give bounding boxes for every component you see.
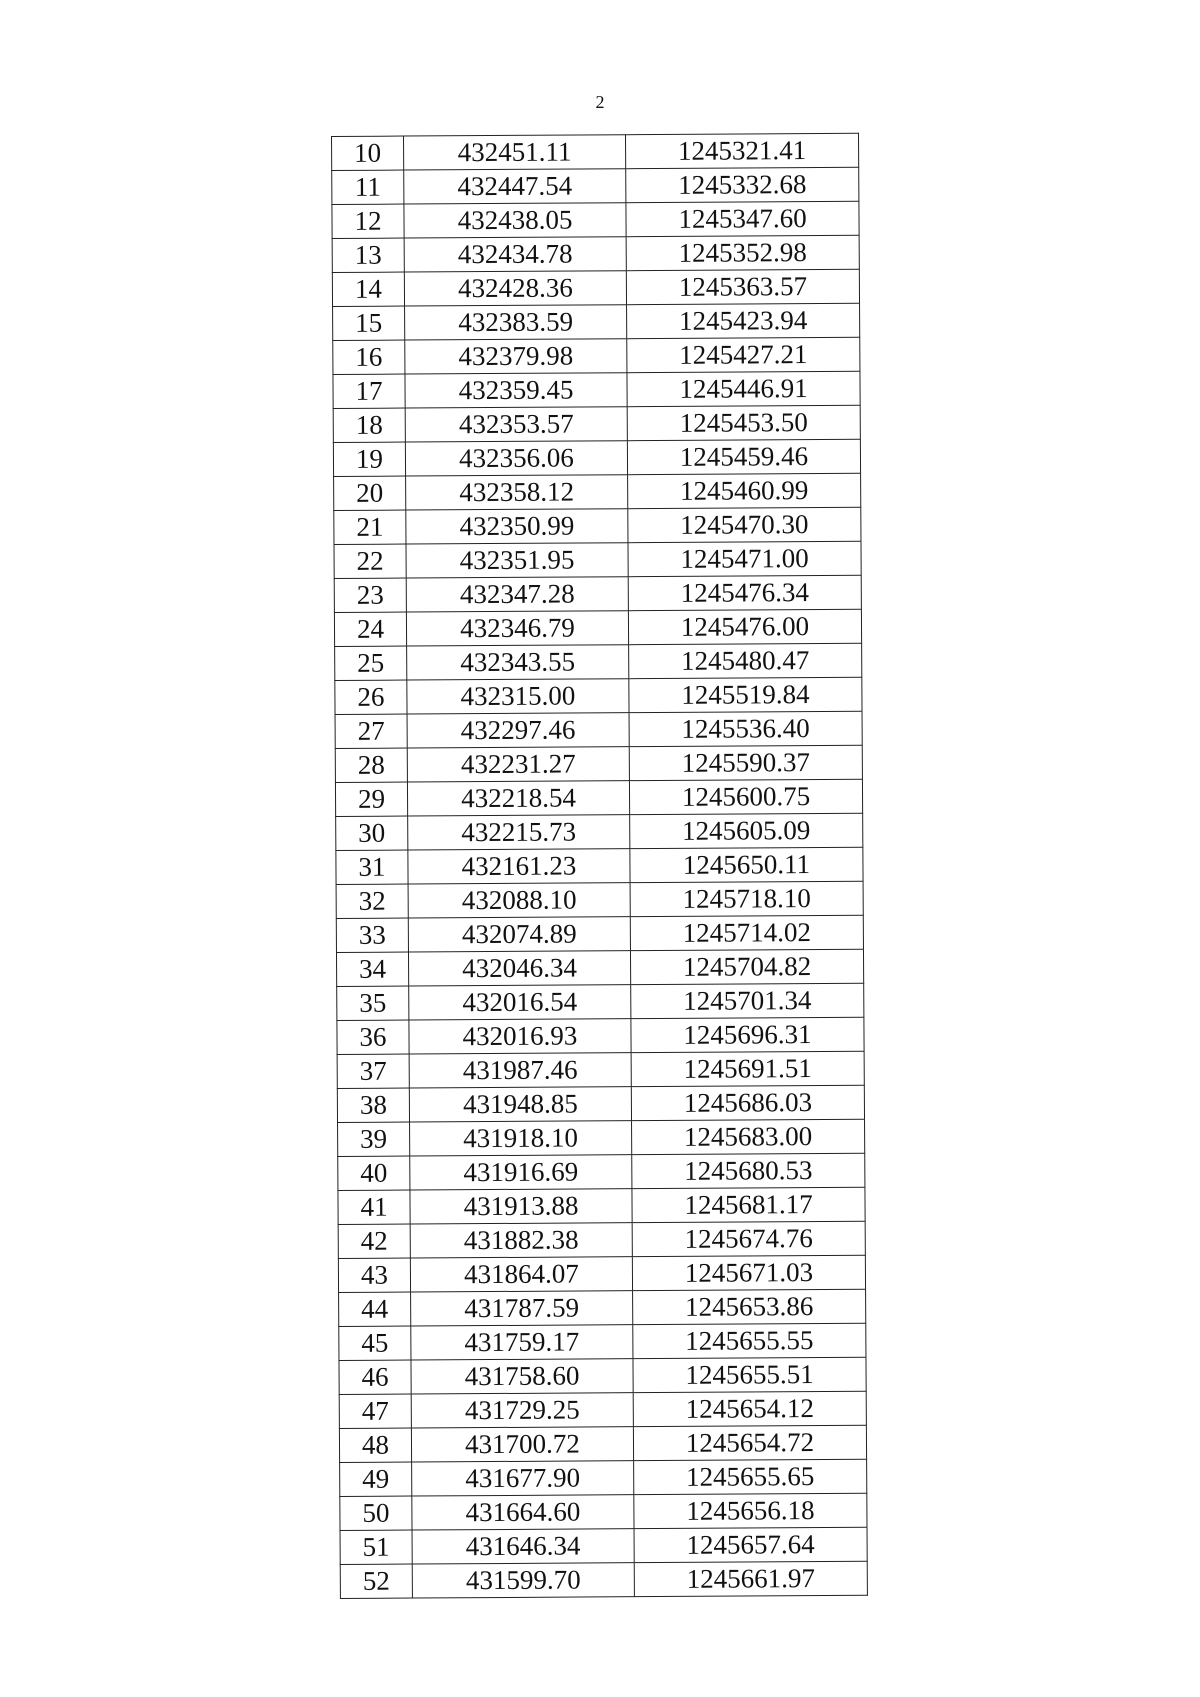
x-coordinate-cell: 432315.00	[407, 679, 629, 714]
table-row	[334, 609, 861, 646]
coordinates-table-body	[332, 133, 868, 1598]
x-coordinate-cell: 431913.88	[410, 1189, 632, 1224]
x-coordinate-cell: 432046.34	[408, 951, 630, 986]
point-number-cell: 40	[338, 1156, 410, 1190]
point-number-cell: 15	[333, 306, 405, 340]
point-number-cell: 13	[332, 238, 404, 272]
point-number-cell: 43	[338, 1258, 410, 1292]
y-coordinate-cell: 1245655.55	[633, 1323, 866, 1358]
y-coordinate-cell: 1245453.50	[627, 405, 860, 440]
x-coordinate-cell: 432347.28	[406, 577, 628, 612]
x-coordinate-cell: 432383.59	[405, 305, 627, 340]
point-number-cell: 25	[335, 646, 407, 680]
point-number-cell: 26	[335, 680, 407, 714]
x-coordinate-cell: 432451.11	[404, 135, 626, 170]
x-coordinate-cell: 432231.27	[407, 747, 629, 782]
y-coordinate-cell: 1245423.94	[627, 303, 860, 338]
y-coordinate-cell: 1245332.68	[626, 167, 859, 202]
point-number-cell: 21	[334, 510, 406, 544]
point-number-cell: 24	[334, 612, 406, 646]
x-coordinate-cell: 432447.54	[404, 169, 626, 204]
x-coordinate-cell: 431700.72	[411, 1427, 633, 1462]
x-coordinate-cell: 431864.07	[410, 1257, 632, 1292]
table-row	[338, 1153, 865, 1190]
y-coordinate-cell: 1245701.34	[631, 983, 864, 1018]
coordinates-table	[331, 133, 868, 1599]
x-coordinate-cell: 431882.38	[410, 1223, 632, 1258]
y-coordinate-cell: 1245654.72	[633, 1425, 866, 1460]
y-coordinate-cell: 1245681.17	[632, 1187, 865, 1222]
point-number-cell: 29	[335, 782, 407, 816]
y-coordinate-cell: 1245460.99	[628, 473, 861, 508]
table-row	[335, 779, 862, 816]
table-row	[334, 575, 861, 612]
x-coordinate-cell: 432359.45	[405, 373, 627, 408]
y-coordinate-cell: 1245536.40	[629, 711, 862, 746]
y-coordinate-cell: 1245446.91	[627, 371, 860, 406]
y-coordinate-cell: 1245655.65	[634, 1459, 867, 1494]
point-number-cell: 19	[333, 442, 405, 476]
point-number-cell: 23	[334, 578, 406, 612]
x-coordinate-cell: 432379.98	[405, 339, 627, 374]
table-row	[340, 1561, 867, 1598]
y-coordinate-cell: 1245655.51	[633, 1357, 866, 1392]
y-coordinate-cell: 1245680.53	[632, 1153, 865, 1188]
table-row	[332, 269, 859, 306]
table-row	[339, 1323, 866, 1360]
x-coordinate-cell: 431664.60	[412, 1495, 634, 1530]
table-row	[333, 439, 860, 476]
x-coordinate-cell: 432074.89	[408, 917, 630, 952]
point-number-cell: 42	[338, 1224, 410, 1258]
y-coordinate-cell: 1245590.37	[629, 745, 862, 780]
point-number-cell: 34	[336, 952, 408, 986]
table-row	[335, 677, 862, 714]
x-coordinate-cell: 432343.55	[407, 645, 629, 680]
table-row	[334, 541, 861, 578]
point-number-cell: 33	[336, 918, 408, 952]
point-number-cell: 31	[336, 850, 408, 884]
table-row	[332, 167, 859, 204]
y-coordinate-cell: 1245519.84	[629, 677, 862, 712]
x-coordinate-cell: 432434.78	[404, 237, 626, 272]
x-coordinate-cell: 431787.59	[411, 1291, 633, 1326]
y-coordinate-cell: 1245686.03	[631, 1085, 864, 1120]
point-number-cell: 20	[334, 476, 406, 510]
y-coordinate-cell: 1245654.12	[633, 1391, 866, 1426]
table-row	[337, 1017, 864, 1054]
y-coordinate-cell: 1245718.10	[630, 881, 863, 916]
x-coordinate-cell: 432016.93	[409, 1019, 631, 1054]
x-coordinate-cell: 432438.05	[404, 203, 626, 238]
point-number-cell: 28	[335, 748, 407, 782]
table-row	[338, 1221, 865, 1258]
point-number-cell: 52	[340, 1564, 412, 1598]
x-coordinate-cell: 432358.12	[406, 475, 628, 510]
table-row	[339, 1289, 866, 1326]
table-row	[340, 1527, 867, 1564]
point-number-cell: 18	[333, 408, 405, 442]
y-coordinate-cell: 1245671.03	[632, 1255, 865, 1290]
table-row	[333, 337, 860, 374]
point-number-cell: 12	[332, 204, 404, 238]
table-row	[337, 1085, 864, 1122]
x-coordinate-cell: 431646.34	[412, 1529, 634, 1564]
y-coordinate-cell: 1245691.51	[631, 1051, 864, 1086]
table-row	[336, 915, 863, 952]
point-number-cell: 49	[340, 1462, 412, 1496]
y-coordinate-cell: 1245683.00	[632, 1119, 865, 1154]
table-row	[339, 1357, 866, 1394]
x-coordinate-cell: 431918.10	[410, 1121, 632, 1156]
y-coordinate-cell: 1245657.64	[634, 1527, 867, 1562]
y-coordinate-cell: 1245476.34	[628, 575, 861, 610]
x-coordinate-cell: 432346.79	[406, 611, 628, 646]
y-coordinate-cell: 1245661.97	[634, 1561, 867, 1596]
point-number-cell: 48	[339, 1428, 411, 1462]
table-row	[340, 1493, 867, 1530]
x-coordinate-cell: 432350.99	[406, 509, 628, 544]
table-row	[332, 133, 859, 170]
x-coordinate-cell: 432353.57	[405, 407, 627, 442]
point-number-cell: 22	[334, 544, 406, 578]
table-row	[335, 643, 862, 680]
table-row	[332, 235, 859, 272]
table-row	[336, 949, 863, 986]
point-number-cell: 51	[340, 1530, 412, 1564]
table-row	[335, 745, 862, 782]
x-coordinate-cell: 432356.06	[405, 441, 627, 476]
point-number-cell: 45	[339, 1326, 411, 1360]
table-row	[336, 813, 863, 850]
table-row	[336, 881, 863, 918]
table-row	[339, 1391, 866, 1428]
point-number-cell: 16	[333, 340, 405, 374]
table-row	[334, 507, 861, 544]
table-row	[337, 1051, 864, 1088]
x-coordinate-cell: 432428.36	[404, 271, 626, 306]
y-coordinate-cell: 1245363.57	[626, 269, 859, 304]
x-coordinate-cell: 431677.90	[412, 1461, 634, 1496]
y-coordinate-cell: 1245674.76	[632, 1221, 865, 1256]
point-number-cell: 17	[333, 374, 405, 408]
x-coordinate-cell: 431916.69	[410, 1155, 632, 1190]
y-coordinate-cell: 1245480.47	[629, 643, 862, 678]
point-number-cell: 27	[335, 714, 407, 748]
y-coordinate-cell: 1245476.00	[628, 609, 861, 644]
point-number-cell: 50	[340, 1496, 412, 1530]
point-number-cell: 46	[339, 1360, 411, 1394]
y-coordinate-cell: 1245470.30	[628, 507, 861, 542]
y-coordinate-cell: 1245653.86	[633, 1289, 866, 1324]
point-number-cell: 41	[338, 1190, 410, 1224]
x-coordinate-cell: 432016.54	[409, 985, 631, 1020]
point-number-cell: 37	[337, 1054, 409, 1088]
table-row	[332, 201, 859, 238]
table-row	[338, 1119, 865, 1156]
x-coordinate-cell: 432218.54	[407, 781, 629, 816]
point-number-cell: 10	[332, 136, 404, 170]
x-coordinate-cell: 432088.10	[408, 883, 630, 918]
x-coordinate-cell: 431948.85	[409, 1087, 631, 1122]
table-row	[333, 371, 860, 408]
y-coordinate-cell: 1245427.21	[627, 337, 860, 372]
table-row	[334, 473, 861, 510]
y-coordinate-cell: 1245321.41	[625, 133, 858, 168]
y-coordinate-cell: 1245605.09	[630, 813, 863, 848]
x-coordinate-cell: 432297.46	[407, 713, 629, 748]
point-number-cell: 36	[337, 1020, 409, 1054]
point-number-cell: 11	[332, 170, 404, 204]
point-number-cell: 35	[337, 986, 409, 1020]
x-coordinate-cell: 432215.73	[408, 815, 630, 850]
x-coordinate-cell: 431729.25	[411, 1393, 633, 1428]
page-number: 2	[595, 92, 605, 112]
point-number-cell: 47	[339, 1394, 411, 1428]
table-row	[338, 1255, 865, 1292]
x-coordinate-cell: 431599.70	[412, 1563, 634, 1598]
y-coordinate-cell: 1245696.31	[631, 1017, 864, 1052]
point-number-cell: 30	[336, 816, 408, 850]
x-coordinate-cell: 431987.46	[409, 1053, 631, 1088]
y-coordinate-cell: 1245471.00	[628, 541, 861, 576]
table-row	[338, 1187, 865, 1224]
point-number-cell: 39	[338, 1122, 410, 1156]
table-row	[339, 1425, 866, 1462]
y-coordinate-cell: 1245600.75	[629, 779, 862, 814]
table-row	[340, 1459, 867, 1496]
table-row	[337, 983, 864, 1020]
y-coordinate-cell: 1245347.60	[626, 201, 859, 236]
point-number-cell: 32	[336, 884, 408, 918]
x-coordinate-cell: 432161.23	[408, 849, 630, 884]
x-coordinate-cell: 432351.95	[406, 543, 628, 578]
table-row	[335, 711, 862, 748]
y-coordinate-cell: 1245656.18	[634, 1493, 867, 1528]
y-coordinate-cell: 1245714.02	[630, 915, 863, 950]
table-row	[333, 303, 860, 340]
table-row	[336, 847, 863, 884]
point-number-cell: 14	[332, 272, 404, 306]
x-coordinate-cell: 431759.17	[411, 1325, 633, 1360]
y-coordinate-cell: 1245352.98	[626, 235, 859, 270]
point-number-cell: 38	[337, 1088, 409, 1122]
y-coordinate-cell: 1245459.46	[627, 439, 860, 474]
y-coordinate-cell: 1245650.11	[630, 847, 863, 882]
x-coordinate-cell: 431758.60	[411, 1359, 633, 1394]
table-row	[333, 405, 860, 442]
y-coordinate-cell: 1245704.82	[630, 949, 863, 984]
point-number-cell: 44	[339, 1292, 411, 1326]
